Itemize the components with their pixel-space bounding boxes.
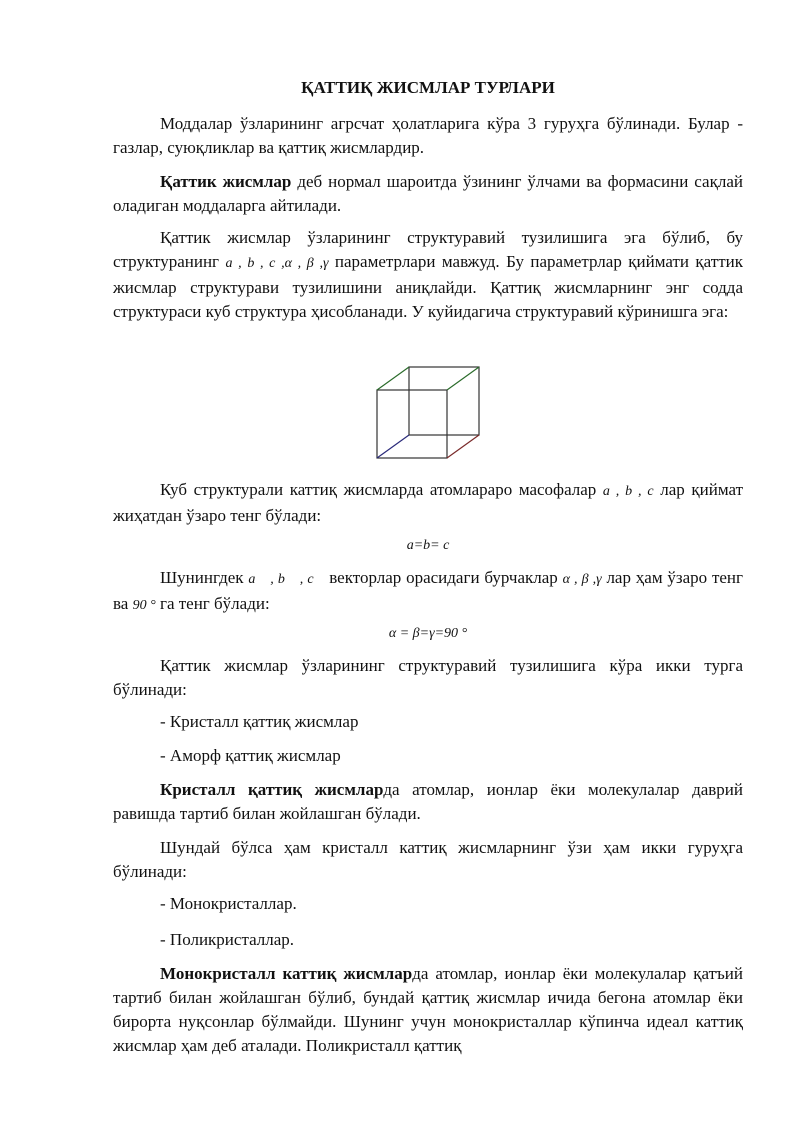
structure-text-b: параметрлари мавжуд. Бу параметрлар қиймати қаттик жисмлар структурави тузилишини аниқлайди. Қаттиқ жисмларнинг энг содда структураси куб структура ҳисобланади. У куйидагича структуравий кўринишга эга:	[113, 252, 743, 321]
structure-params: a , b , c ,α , β ,γ	[225, 256, 329, 271]
degree-value: 90 °	[132, 598, 156, 613]
angle-symbols: α , β ,γ	[562, 572, 602, 587]
paragraph-crystal-groups: Шундай бўлса ҳам кристалл каттиқ жисмларнинг ўзи ҳам икки гуруҳга бўлинади:	[113, 838, 743, 881]
paragraph-cube-distances	[113, 478, 743, 528]
crystalline-term: Кристалл қаттиқ жисмлар	[160, 780, 384, 799]
page-title: ҚАТТИҚ ЖИСМЛАР ТУРЛАРИ	[301, 78, 555, 97]
angles-text-b: векторлар орасидаги бурчаклар	[324, 568, 563, 587]
equation-distances: a=b= c	[406, 538, 450, 553]
angles-text-c: лар ҳам ўзаро тенг ва	[113, 568, 744, 613]
term-bold: Қаттик жисмлар	[160, 172, 292, 191]
list-item: - Поликристаллар.	[160, 930, 295, 949]
definition-text: деб нормал шароитда ўзининг ўлчами ва формасини сақлай оладиган моддаларга айтилади.	[113, 172, 743, 215]
equation-angles: α = β=γ=90 °	[388, 626, 468, 641]
paragraph-intro: Моддалар ўзларининг агрсчат ҳолатларига кўра 3 гуруҳга бўлинади. Булар - газлар, суюқликлар ва қаттиқ жисмлардир.	[113, 114, 743, 157]
paragraph-monocrystal	[113, 962, 743, 1058]
angles-text-a: Шунингдек	[160, 568, 249, 587]
angles-text-d: га тенг бўлади:	[155, 594, 270, 613]
distances-text-a: Куб структурали каттиқ жисмларда атомлараро масофалар	[160, 480, 603, 499]
monocrystal-text: да атомлар, ионлар ёки молекулалар қатъий тартиб билан жойлашган бўлиб, бундай қаттиқ жисмлар ичида бегона атомлар ёки бирорта нуқсонлар бўлмайди. Шунинг учун монокристаллар кўпинча идеал каттиқ жисмлар ҳам деб аталади. Поликристалл қаттиқ	[113, 964, 743, 1055]
list-item: - Монокристаллар.	[160, 894, 297, 913]
cube-figure	[375, 364, 485, 460]
paragraph-definition	[113, 170, 743, 218]
paragraph-structure	[113, 226, 743, 324]
distances-vars: a , b , c	[602, 484, 654, 499]
distances-text-b: лар қиймат жиҳатдан ўзаро тенг бўлади:	[113, 480, 744, 525]
structure-text-a: Қаттик жисмлар ўзларининг структуравий тузилишига эга бўлиб, бу структуранинг	[113, 228, 743, 271]
list-item: - Кристалл қаттиқ жисмлар	[160, 712, 359, 731]
paragraph-types: Қаттик жисмлар ўзларининг структуравий тузилишига кўра икки турга бўлинади:	[113, 656, 743, 699]
paragraph-angles	[113, 566, 743, 618]
paragraph-crystalline	[113, 778, 743, 826]
list-item: - Аморф қаттиқ жисмлар	[160, 746, 341, 765]
monocrystal-term: Монокристалл каттиқ жисмлар	[160, 964, 413, 983]
vector-symbols: a⃗ , b⃗ , c⃗	[248, 572, 325, 587]
crystalline-text: да атомлар, ионлар ёки молекулалар даврий равишда тартиб билан жойлашган бўлади.	[113, 780, 743, 823]
